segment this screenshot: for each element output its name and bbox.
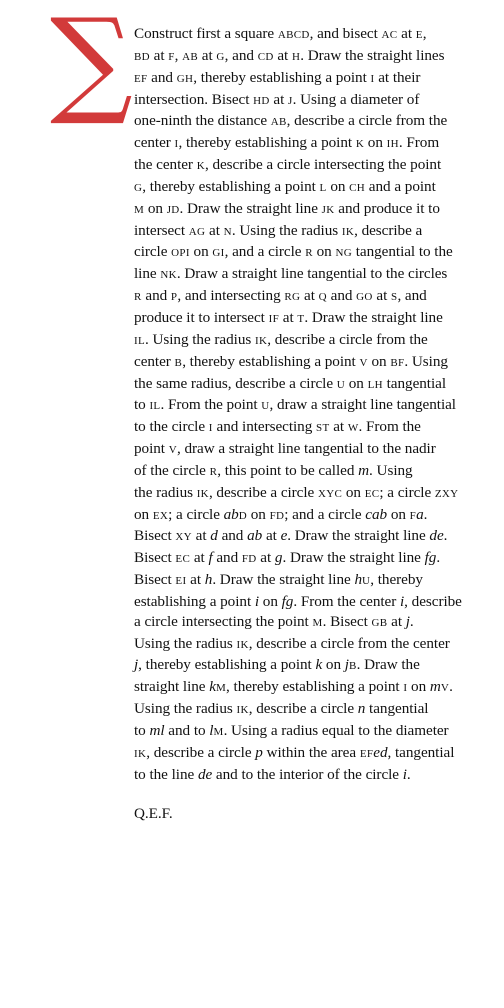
text-line (134, 655, 486, 677)
text-line (134, 90, 486, 112)
variable-label: ml (149, 722, 165, 739)
text-run: Construct first a square (134, 25, 278, 42)
text-run: . Draw the straight line (304, 308, 443, 326)
text-run: within the area (262, 743, 360, 761)
text-line (134, 330, 486, 352)
text-run: at (191, 527, 211, 545)
point-label: R (134, 291, 142, 304)
point-label: P (170, 291, 178, 304)
variable-label: a (416, 505, 424, 523)
point-label: G (216, 50, 225, 63)
point-label: K (196, 160, 205, 173)
text-run: at (279, 308, 298, 326)
text-run: at (186, 571, 205, 589)
variable-label: l (209, 722, 214, 739)
text-run: on (342, 483, 365, 501)
point-label: XY (175, 531, 192, 544)
text-run: , thereby establishing a point (182, 352, 360, 370)
point-label: Q (318, 291, 327, 304)
text-run: . Draw the straight lines (300, 46, 445, 64)
point-label: I (174, 138, 179, 151)
text-run: . Draw the straight line (282, 549, 425, 567)
variable-label: h (354, 571, 363, 589)
text-run: on (246, 505, 270, 523)
text-run: , draw a straight line tangential to the nadir (176, 440, 436, 458)
text-run: , describe a circle (248, 700, 358, 718)
point-label: GB (371, 616, 388, 629)
text-run: . Draw the (356, 656, 420, 674)
text-run: intersect (134, 221, 189, 239)
text-run: the center (134, 156, 197, 174)
text-run: one-ninth the distance (134, 112, 271, 130)
point-label: ABCD (277, 29, 310, 41)
text-run: a circle intersecting the point (134, 612, 313, 630)
text-run: and intersecting (212, 418, 317, 436)
text-run: and (212, 549, 242, 567)
text-run: , describe a circle from the center (248, 634, 450, 652)
text-line (134, 526, 486, 548)
text-run: to the line (134, 765, 198, 783)
variable-label: j (405, 612, 410, 630)
point-label: IK (236, 638, 249, 651)
point-label: R (209, 465, 218, 478)
text-run: , thereby (370, 571, 423, 589)
text-run: on (345, 374, 368, 392)
text-run: . (423, 505, 428, 523)
point-label: ST (316, 422, 330, 435)
text-run: . (449, 678, 453, 696)
text-run: and (141, 287, 171, 305)
point-label: I (208, 422, 213, 435)
text-run: , and (224, 46, 258, 64)
text-line (134, 765, 486, 785)
text-line (134, 111, 486, 133)
point-label: GO (356, 291, 373, 304)
text-line (134, 221, 486, 243)
text-run: , describe a circle (146, 743, 256, 761)
text-line (134, 439, 486, 461)
text-line (134, 743, 486, 765)
text-run: and (217, 527, 248, 545)
text-run: and produce it to (334, 199, 440, 217)
point-label: IK (236, 704, 249, 717)
text-run: . Using the radius (144, 330, 255, 348)
point-label: EC (175, 553, 191, 566)
text-run: , tangential (387, 743, 455, 761)
point-label: LH (367, 378, 383, 391)
point-label: JD (166, 203, 180, 216)
text-line (134, 155, 486, 177)
point-label: H (291, 50, 301, 63)
text-run: center (134, 134, 175, 152)
text-run: intersection. Bisect (134, 90, 254, 108)
variable-label: j (134, 656, 139, 674)
point-label: EF (134, 72, 148, 85)
variable-label: de (429, 527, 444, 545)
text-run: , thereby establishing a point (178, 134, 356, 152)
point-label: M (134, 203, 145, 216)
text-line (134, 24, 486, 46)
text-run: , describe a circle from the (267, 330, 428, 348)
point-label: AG (188, 225, 206, 238)
text-run: at (269, 90, 289, 108)
point-label: K (355, 138, 365, 151)
point-label: AB (270, 116, 287, 129)
text-run: on (322, 656, 345, 674)
variable-label: i (402, 765, 407, 783)
text-run: of the circle (134, 461, 210, 479)
point-label: IL (134, 334, 145, 347)
point-label: IL (149, 400, 161, 413)
text-run: , (422, 25, 427, 42)
text-run: to (134, 722, 150, 739)
text-run: tangential (382, 374, 447, 392)
text-run: , thereby establishing a point (193, 68, 371, 86)
text-run: on (144, 199, 167, 217)
text-run: at (397, 25, 416, 42)
point-label: IK (134, 747, 147, 760)
text-run: . (406, 765, 411, 783)
text-run: , describe (404, 592, 462, 610)
text-run: . Draw a straight line tangential to the circles (176, 265, 448, 283)
text-line (134, 677, 486, 699)
text-run: on (189, 243, 213, 261)
point-label: XYC (317, 487, 343, 500)
point-label: W (347, 422, 359, 435)
variable-label: m (429, 678, 441, 696)
point-label: IF (268, 312, 279, 325)
point-label: U (362, 575, 371, 588)
text-run: . (436, 549, 441, 567)
text-run: , thereby establishing a point (138, 656, 316, 674)
variable-label: k (315, 656, 323, 674)
point-label: I (370, 72, 375, 85)
text-run: and (147, 68, 177, 86)
point-label: M (213, 726, 224, 738)
text-run: center (134, 352, 175, 370)
text-line (134, 242, 486, 264)
point-label: FD (241, 553, 257, 566)
point-label: CH (349, 181, 366, 194)
point-label: V (440, 682, 450, 695)
point-label: CD (257, 50, 274, 63)
text-run: produce it to intersect (134, 308, 269, 326)
variable-label: i (254, 592, 260, 610)
text-run: and (326, 287, 357, 305)
construction-paragraph (134, 24, 486, 823)
point-label: F (409, 509, 417, 522)
text-run: , (174, 46, 183, 64)
point-label: ZXY (434, 487, 459, 500)
point-label: NK (160, 269, 177, 282)
sigma-icon: ∑ (50, 0, 133, 129)
point-label: EX (152, 509, 169, 522)
text-run: . Using a radius equal to the diameter (223, 722, 449, 739)
text-run: at (190, 549, 209, 567)
text-run: on (407, 678, 430, 696)
text-run: at (205, 221, 224, 239)
point-label: AB (182, 50, 199, 63)
variable-label: ab (247, 527, 263, 545)
text-run: , this point to be called (217, 461, 359, 479)
point-label: F (168, 50, 175, 63)
point-label: RG (284, 291, 301, 304)
text-run: , draw a straight line tangential (269, 396, 456, 414)
point-label: AC (381, 29, 398, 41)
point-label: L (319, 181, 327, 194)
text-run: , describe a circle (208, 483, 318, 501)
text-run: circle (134, 243, 172, 261)
text-run: , and intersecting (177, 287, 285, 305)
point-label: OPI (171, 247, 190, 260)
variable-label: cab (365, 505, 388, 523)
text-line (134, 548, 486, 570)
variable-label: fg (281, 592, 294, 610)
text-line (134, 68, 486, 90)
text-run: to the circle (134, 418, 209, 436)
text-run: , describe a (354, 221, 423, 239)
variable-label: g (274, 549, 283, 567)
text-run: . (443, 527, 448, 545)
point-label: JK (321, 203, 335, 216)
point-label: GI (212, 247, 225, 260)
point-label: V (359, 356, 368, 369)
point-label: M (215, 682, 227, 695)
text-run: . Draw the straight line (212, 571, 355, 589)
text-run: at (149, 46, 169, 64)
variable-label: de (197, 765, 213, 783)
paragraph-lines (134, 24, 486, 785)
text-line (134, 461, 486, 483)
text-run: on (312, 243, 336, 261)
point-label: J (288, 94, 293, 107)
variable-label: ed (373, 743, 388, 761)
text-run: the radius (134, 483, 197, 501)
text-run: , thereby establishing a point (142, 177, 320, 195)
point-label: V (168, 444, 177, 457)
text-run: on (387, 505, 410, 523)
text-line (134, 374, 486, 396)
point-label: R (305, 247, 313, 260)
text-run: on (134, 505, 153, 523)
point-label: IH (386, 138, 399, 151)
text-run: . Draw the straight line (287, 527, 430, 545)
text-line (134, 286, 486, 308)
point-label: EI (175, 575, 187, 588)
closing-text: Q.E.F. (134, 804, 173, 822)
text-line (134, 612, 486, 634)
text-run: ; a circle (379, 483, 435, 501)
point-label: FD (269, 509, 285, 522)
text-line (134, 721, 486, 743)
text-run: , and bisect (309, 25, 382, 42)
variable-label: j (344, 656, 349, 674)
point-label: B (348, 660, 357, 673)
text-run: , thereby establishing a point (226, 678, 404, 696)
text-run: at their (374, 68, 421, 86)
variable-label: n (357, 700, 366, 718)
text-line (134, 634, 486, 656)
point-label: NG (335, 247, 352, 260)
text-run: at (198, 46, 217, 64)
variable-label: fg (424, 549, 437, 567)
point-label: M (312, 616, 323, 629)
text-run: line (134, 265, 161, 283)
text-run: Bisect (134, 527, 176, 545)
text-line (134, 308, 486, 330)
text-line (134, 177, 486, 199)
text-run: at (262, 527, 281, 545)
text-run: . From the point (160, 396, 262, 414)
point-label: S (391, 291, 398, 304)
variable-label: f (208, 549, 213, 567)
text-line (134, 417, 486, 439)
text-run: . Using a diameter of (292, 90, 420, 108)
text-line (134, 46, 486, 68)
text-run: . From the center (293, 592, 400, 610)
variable-label: e (280, 527, 288, 545)
text-line (134, 395, 486, 417)
text-run: establishing a point (134, 592, 255, 610)
point-label: EF (359, 747, 374, 760)
variable-label: i (400, 592, 405, 610)
text-run: at (256, 549, 275, 567)
text-run: on (364, 134, 387, 152)
text-run: at (387, 612, 406, 630)
text-run: on (259, 592, 282, 610)
text-run: tangential to the (351, 243, 453, 261)
text-run: . (409, 612, 414, 630)
text-line (134, 570, 486, 592)
text-run: point (134, 440, 169, 458)
text-run: . Using the radius (231, 221, 342, 239)
variable-label: ab (223, 505, 239, 523)
text-run: , describe a circle intersecting the point (204, 156, 442, 174)
point-label: N (223, 225, 232, 238)
text-run: Bisect (134, 549, 176, 567)
point-label: D (238, 509, 247, 522)
text-line (134, 592, 486, 612)
point-label: B (174, 356, 183, 369)
text-run: ; a circle (168, 505, 224, 523)
point-label: T (297, 312, 305, 325)
text-line (134, 264, 486, 286)
point-label: HD (253, 94, 270, 107)
text-run: . Using (369, 461, 413, 479)
text-run: straight line (134, 678, 210, 696)
text-run: , describe a circle from the (286, 112, 448, 130)
text-run: on (367, 352, 391, 370)
text-line (134, 699, 486, 721)
variable-label: d (210, 527, 218, 545)
text-run: Bisect (134, 571, 176, 589)
variable-label: k (209, 678, 216, 696)
text-run: Using the radius (134, 634, 237, 652)
text-run: at (273, 46, 292, 64)
point-label: I (403, 682, 408, 695)
variable-label: m (358, 461, 370, 479)
point-label: EC (364, 487, 380, 500)
point-label: BD (134, 50, 150, 63)
point-label: U (261, 400, 270, 413)
text-run: . Using (404, 352, 448, 370)
point-label: IK (196, 487, 209, 500)
text-line (134, 352, 486, 374)
text-run: . From the (358, 418, 421, 436)
text-run: and a point (365, 177, 436, 195)
text-run: at (300, 287, 319, 305)
point-label: IK (341, 225, 355, 238)
point-label: U (336, 378, 346, 391)
text-run: at (329, 418, 348, 436)
text-run: to (134, 396, 150, 414)
text-run: and to the interior of the circle (212, 765, 403, 783)
text-run: , and a circle (224, 243, 306, 261)
text-run: . Draw the straight line (179, 199, 322, 217)
text-run: the same radius, describe a circle (134, 374, 337, 392)
text-run: at (372, 287, 392, 305)
point-label: GH (176, 72, 194, 85)
point-label: IK (254, 334, 268, 347)
point-label: G (134, 181, 143, 194)
text-run: Using the radius (134, 700, 237, 718)
variable-label: h (204, 571, 213, 589)
text-line (134, 505, 486, 527)
point-label: BF (390, 356, 405, 369)
text-line (134, 133, 486, 155)
text-run: . From (398, 134, 440, 152)
text-run: tangential (365, 700, 429, 718)
point-label: E (415, 29, 423, 41)
text-run: ; and a circle (284, 505, 366, 523)
text-run: . Bisect (322, 612, 372, 630)
text-run: on (326, 177, 350, 195)
text-run: , and (397, 287, 427, 305)
text-line (134, 199, 486, 221)
variable-label: p (255, 743, 263, 761)
text-run: and to (164, 722, 210, 739)
text-line (134, 483, 486, 505)
